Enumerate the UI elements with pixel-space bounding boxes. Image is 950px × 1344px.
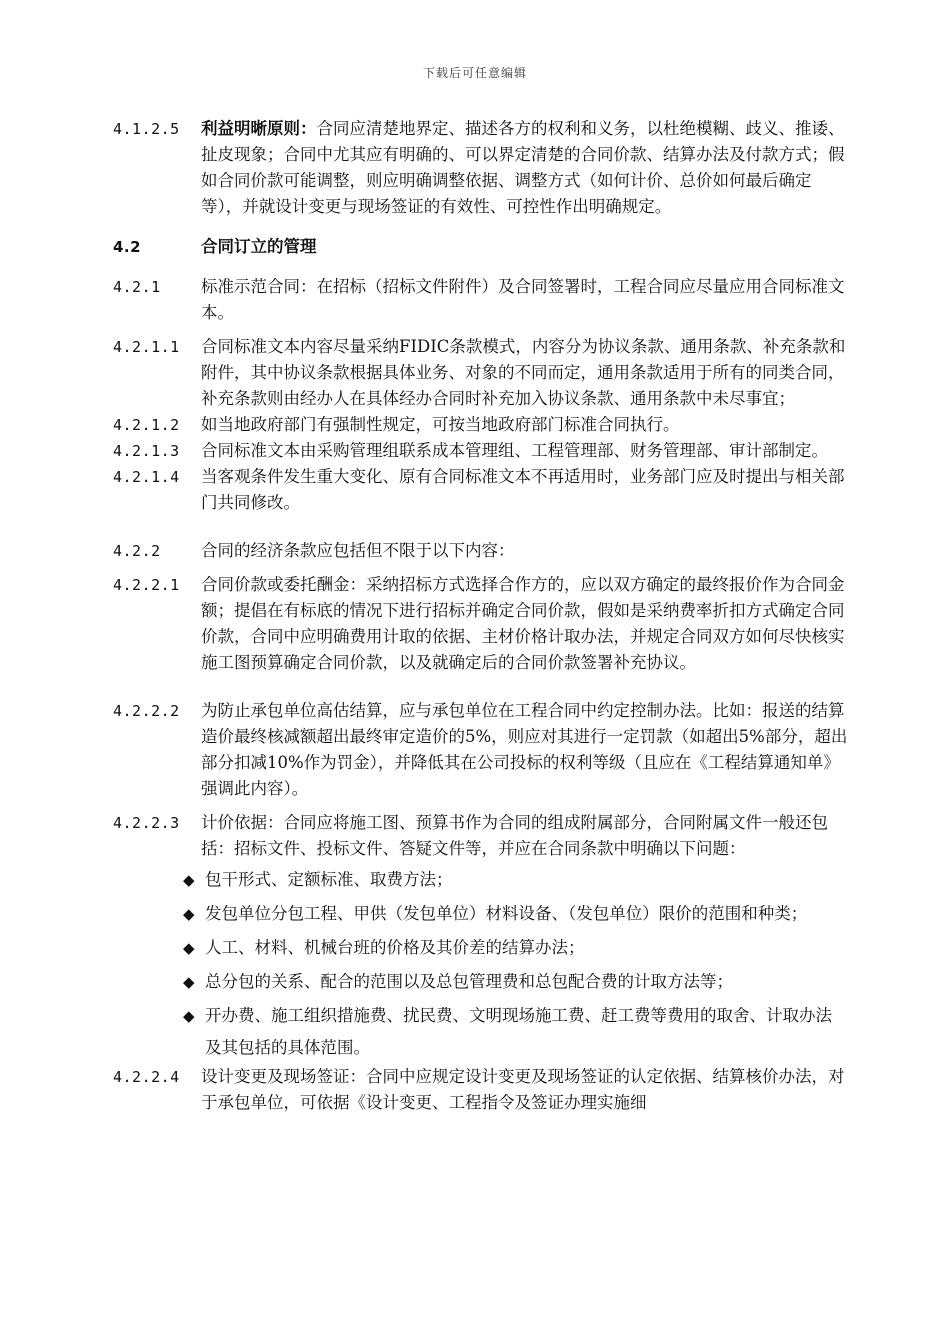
clause-text: 设计变更及现场签证：合同中应规定设计变更及现场签证的认定依据、结算核价办法，对于承包单位，可依据《设计变更、工程指令及签证办理实施细 [201, 1067, 845, 1112]
clause-number: 4.2.1.3 [113, 442, 180, 460]
clause-text: 合同价款或委托酬金：采纳招标方式选择合作方的，应以双方确定的最终报价作为合同金额；提倡在有标底的情况下进行招标并确定合同价款，假如是采纳费率折扣方式确定合同价款，合同中应明确费用计取的依据、主材价格计取办法，并规定合同双方如何尽快核实施工图预算确定合同价款，以及就确定后的合同价款签署补充协议。 [201, 575, 845, 672]
list-item-text: 包干形式、定额标准、取费方法； [205, 870, 453, 889]
diamond-bullet-icon: ◆ [183, 1007, 195, 1025]
list-item-text: 发包单位分包工程、甲供（发包单位）材料设备、（发包单位）限价的范围和种类； [205, 904, 808, 923]
clause-text: 合同应清楚地界定、描述各方的权利和义务，以杜绝模糊、歧义、推诿、扯皮现象；合同中尤其应有明确的、可以界定清楚的合同价款、结算办法及付款方式；假如合同价款可能调整，则应明确调整依据、调整方式（如何计价、总价如何最后确定等），并就设计变更与现场签证的有效性、可控性作出明确规定。 [201, 119, 845, 216]
list-item-text: 总分包的关系、配合的范围以及总包管理费和总包配合费的计取方法等； [205, 972, 733, 991]
clause-text: 合同标准文本由采购管理组联系成本管理组、工程管理部、财务管理部、审计部制定。 [201, 441, 828, 460]
clause-4-2-1-2 [113, 412, 848, 438]
clause-text: 如当地政府部门有强制性规定，可按当地政府部门标准合同执行。 [201, 415, 680, 434]
clause-4-2-1-3 [113, 438, 848, 464]
list-item [183, 1000, 848, 1064]
list-item-text: 人工、材料、机械台班的价格及其价差的结算办法； [205, 938, 585, 957]
clause-number: 4.2.1.1 [113, 338, 180, 356]
section-number: 4.2 [113, 238, 142, 256]
clause-text: 为防止承包单位高估结算，应与承包单位在工程合同中约定控制办法。比如：报送的结算造价最终核减额超出最终审定造价的5%，则应对其进行一定罚款（如超出5%部分，超出部分扣减10%作为罚金），并降低其在公司投标的权利等级（且应在《工程结算通知单》强调此内容）。 [201, 701, 848, 798]
clause-text: 标准示范合同：在招标（招标文件附件）及合同签署时，工程合同应尽量应用合同标准文本。 [201, 277, 845, 322]
clause-text: 当客观条件发生重大变化、原有合同标准文本不再适用时，业务部门应及时提出与相关部门共同修改。 [201, 467, 845, 512]
section-heading-4-2 [113, 234, 848, 260]
section-title: 合同订立的管理 [201, 237, 317, 256]
clause-number: 4.2.2.2 [113, 702, 180, 720]
clause-bold-lead: 利益明晰原则： [201, 119, 317, 138]
clause-number: 4.1.2.5 [113, 120, 180, 138]
list-item-text: 开办费、施工组织措施费、扰民费、文明现场施工费、赶工费等费用的取舍、计取办法及其包括的具体范围。 [205, 1006, 832, 1057]
clause-4-2-1 [113, 274, 848, 326]
clause-number: 4.2.1 [113, 278, 161, 296]
clause-number: 4.2.2.3 [113, 814, 180, 832]
clause-4-2-2-4 [113, 1064, 848, 1116]
clause-text: 计价依据：合同应将施工图、预算书作为合同的组成附属部分，合同附属文件一般还包括：招标文件、投标文件、答疑文件等，并应在合同条款中明确以下问题： [201, 813, 828, 858]
clause-4-2-2-3 [113, 810, 848, 862]
list-item [183, 932, 848, 964]
diamond-bullet-icon: ◆ [183, 905, 195, 923]
clause-text: 合同标准文本内容尽量采纳FIDIC条款模式，内容分为协议条款、通用条款、补充条款和附件，其中协议条款根据具体业务、对象的不同而定，通用条款适用于所有的同类合同，补充条款则由经办人在具体经办合同时补充加入协议条款、通用条款中未尽事宜； [201, 337, 846, 408]
clause-4-2-2-2 [113, 698, 848, 802]
clause-4-2-1-4 [113, 464, 848, 516]
clause-number: 4.2.1.2 [113, 416, 180, 434]
clause-number: 4.2.2.4 [113, 1068, 180, 1086]
clause-4-2-1-1 [113, 334, 848, 412]
list-item [183, 966, 848, 998]
diamond-bullet-icon: ◆ [183, 973, 195, 991]
list-item [183, 864, 848, 896]
diamond-bullet-icon: ◆ [183, 871, 195, 889]
clause-number: 4.2.1.4 [113, 468, 180, 486]
diamond-bullet-icon: ◆ [183, 939, 195, 957]
list-item [183, 898, 848, 930]
page-header: 下载后可任意编辑 [422, 66, 527, 80]
bullet-list [113, 864, 848, 1064]
clause-number: 4.2.2.1 [113, 576, 180, 594]
document-body [113, 116, 848, 1116]
clause-4-1-2-5 [113, 116, 848, 220]
clause-4-2-2 [113, 538, 848, 564]
clause-text: 合同的经济条款应包括但不限于以下内容： [201, 541, 515, 560]
clause-4-2-2-1 [113, 572, 848, 676]
clause-number: 4.2.2 [113, 542, 161, 560]
